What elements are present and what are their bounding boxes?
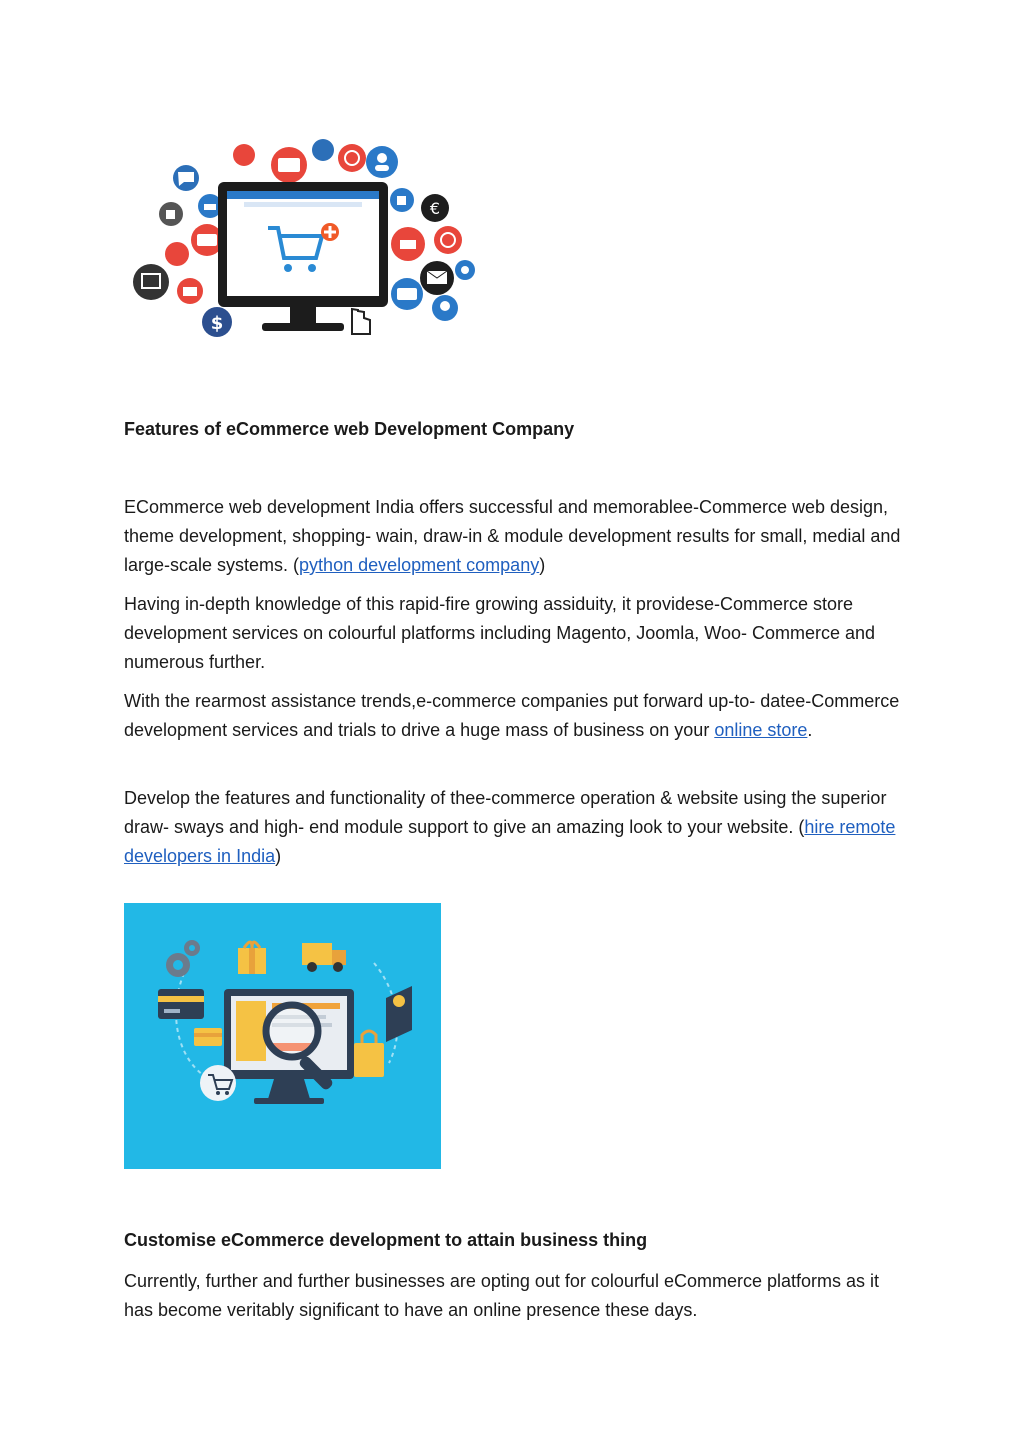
mail-icon <box>420 261 454 295</box>
svg-text:$: $ <box>210 313 224 334</box>
gear-icon <box>455 260 475 280</box>
paragraph-online-presence: Currently, further and further businesses are opting out for colourful eCommerce platforms as it has become veritably significant to have an online presence these days. <box>124 1271 880 1320</box>
section-heading-features: Features of eCommerce web Development Company <box>124 419 575 439</box>
python-development-company-link[interactable]: python development company <box>299 555 540 575</box>
credit-card-icon <box>194 1028 222 1046</box>
chat-bubble-icon <box>173 165 199 191</box>
section-heading-customise: Customise eCommerce development to attain business thing <box>124 1230 648 1250</box>
chat-bubble-icon <box>312 139 334 161</box>
chat-bubble-icon <box>165 242 189 266</box>
paragraph-text: ECommerce web development India offers successful and memorablee-Commerce web design, theme development, shopping- wain, draw-in & module development results for small, medial and large-scale systems. ( <box>124 497 901 575</box>
online-store-link[interactable]: online store <box>714 720 808 740</box>
euro-icon <box>421 194 449 222</box>
ecommerce-search-illustration <box>124 903 441 1169</box>
user-icon <box>366 146 398 178</box>
globe-icon <box>434 226 462 254</box>
briefcase-icon <box>177 278 203 304</box>
paragraph-knowledge: Having in-depth knowledge of this rapid-fire growing assiduity, it providese-Commerce store development services on colourful platforms including Magento, Joomla, Woo- Commerce and numerous further. <box>124 594 876 672</box>
thumbs-up-icon <box>159 202 183 226</box>
shopping-basket-icon <box>391 227 425 261</box>
thumbs-up-icon <box>390 188 414 212</box>
paragraph-intro <box>124 493 904 580</box>
svg-text:€: € <box>429 199 441 218</box>
paragraph-develop-features <box>124 784 904 871</box>
shopping-cart-icon <box>200 1065 236 1101</box>
hand-cursor-icon <box>352 309 370 334</box>
credit-card-icon <box>158 989 204 1019</box>
paragraph-trends <box>124 687 904 745</box>
paragraph-text: . <box>807 720 813 740</box>
globe-icon <box>338 144 366 172</box>
paragraph-text: Develop the features and functionality of thee-commerce operation & website using the superior draw- sways and high- end module support to give an amazing look to your website. ( <box>124 788 887 837</box>
lightbulb-icon <box>432 295 458 321</box>
paragraph-text: With the rearmost assistance trends,e-commerce companies put forward up-to- datee-Commerce development services and trials to drive a huge mass of business on your <box>124 691 900 740</box>
paragraph-text: ) <box>539 555 546 575</box>
credit-card-icon <box>271 147 307 183</box>
dollar-icon <box>202 307 232 337</box>
ecommerce-monitor-illustration <box>124 120 484 350</box>
credit-card-icon <box>391 278 423 310</box>
chat-bubble-icon <box>133 264 169 300</box>
paragraph-text: ) <box>275 846 282 866</box>
hire-remote-developers-link[interactable]: hire remote developers in India <box>124 817 896 866</box>
chat-bubble-icon <box>233 144 255 166</box>
